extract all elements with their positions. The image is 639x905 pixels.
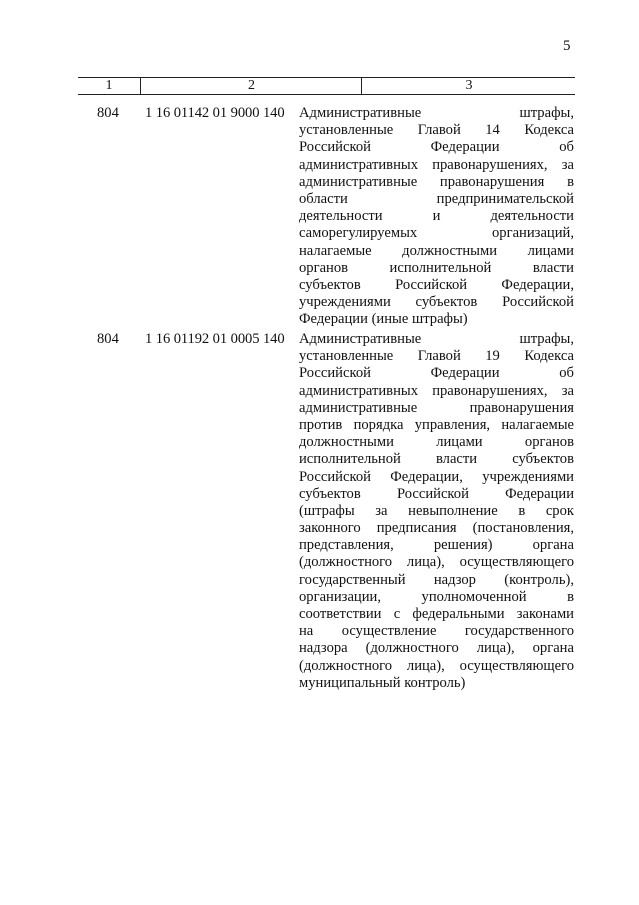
description-line: учреждениями субъектов Российской <box>299 294 574 311</box>
description-line: представления, решения) органа <box>299 537 574 554</box>
description-line: субъектов Российской Федерации <box>299 485 574 502</box>
description-line: установленные Главой 14 Кодекса <box>299 122 574 139</box>
description-line: государственный надзор (контроль), <box>299 571 574 588</box>
description-line: Административные штрафы, <box>299 105 574 121</box>
description-line: на осуществление государственного <box>299 623 574 640</box>
description-line: административные правонарушения <box>299 399 574 416</box>
description-line: субъектов Российской Федерации, <box>299 276 574 293</box>
description-line: установленные Главой 19 Кодекса <box>299 348 574 365</box>
description-line: административных правонарушениях, за <box>299 382 574 399</box>
description-line: (должностного лица), осуществляющего <box>299 657 574 674</box>
description <box>299 105 574 328</box>
table-header <box>78 77 575 95</box>
description-line: Российской Федерации, учреждениями <box>299 468 574 485</box>
kbk-code: 1 16 01192 01 0005 140 <box>145 331 285 347</box>
description-line: исполнительной власти субъектов <box>299 451 574 468</box>
description-line: Федерации (иные штрафы) <box>299 311 468 328</box>
column-header-3: 3 <box>361 78 576 94</box>
description-line: Российской Федерации об <box>299 365 574 382</box>
description-line: саморегулируемых организаций, <box>299 225 574 242</box>
description-line: Административные штрафы, <box>299 331 574 347</box>
page-number: 5 <box>563 38 571 54</box>
description-line: организации, уполномоченной в <box>299 588 574 605</box>
description-line: (штрафы за невыполнение в срок <box>299 502 574 519</box>
description-line: (должностного лица), осуществляющего <box>299 554 574 571</box>
admin-code: 804 <box>97 105 119 121</box>
description-line: административных правонарушениях, за <box>299 156 574 173</box>
description-line: надзора (должностного лица), органа <box>299 640 574 657</box>
description-line: деятельности и деятельности <box>299 208 574 225</box>
admin-code: 804 <box>97 331 119 347</box>
description-line: органов исполнительной власти <box>299 259 574 276</box>
description-line: налагаемые должностными лицами <box>299 242 574 259</box>
description-line: против порядка управления, налагаемые <box>299 416 574 433</box>
description-line: области предпринимательской <box>299 190 574 207</box>
description-line: административные правонарушения в <box>299 173 574 190</box>
column-header-1: 1 <box>105 78 113 93</box>
description-line: законного предписания (постановления, <box>299 520 574 537</box>
description-line: соответствии с федеральными законами <box>299 606 574 622</box>
description-line: муниципальный контроль) <box>299 674 466 691</box>
description-line: Российской Федерации об <box>299 139 574 156</box>
description-line: должностными лицами органов <box>299 434 574 451</box>
kbk-code: 1 16 01142 01 9000 140 <box>145 105 285 121</box>
column-header-2: 2 <box>140 78 362 94</box>
description <box>299 331 574 692</box>
